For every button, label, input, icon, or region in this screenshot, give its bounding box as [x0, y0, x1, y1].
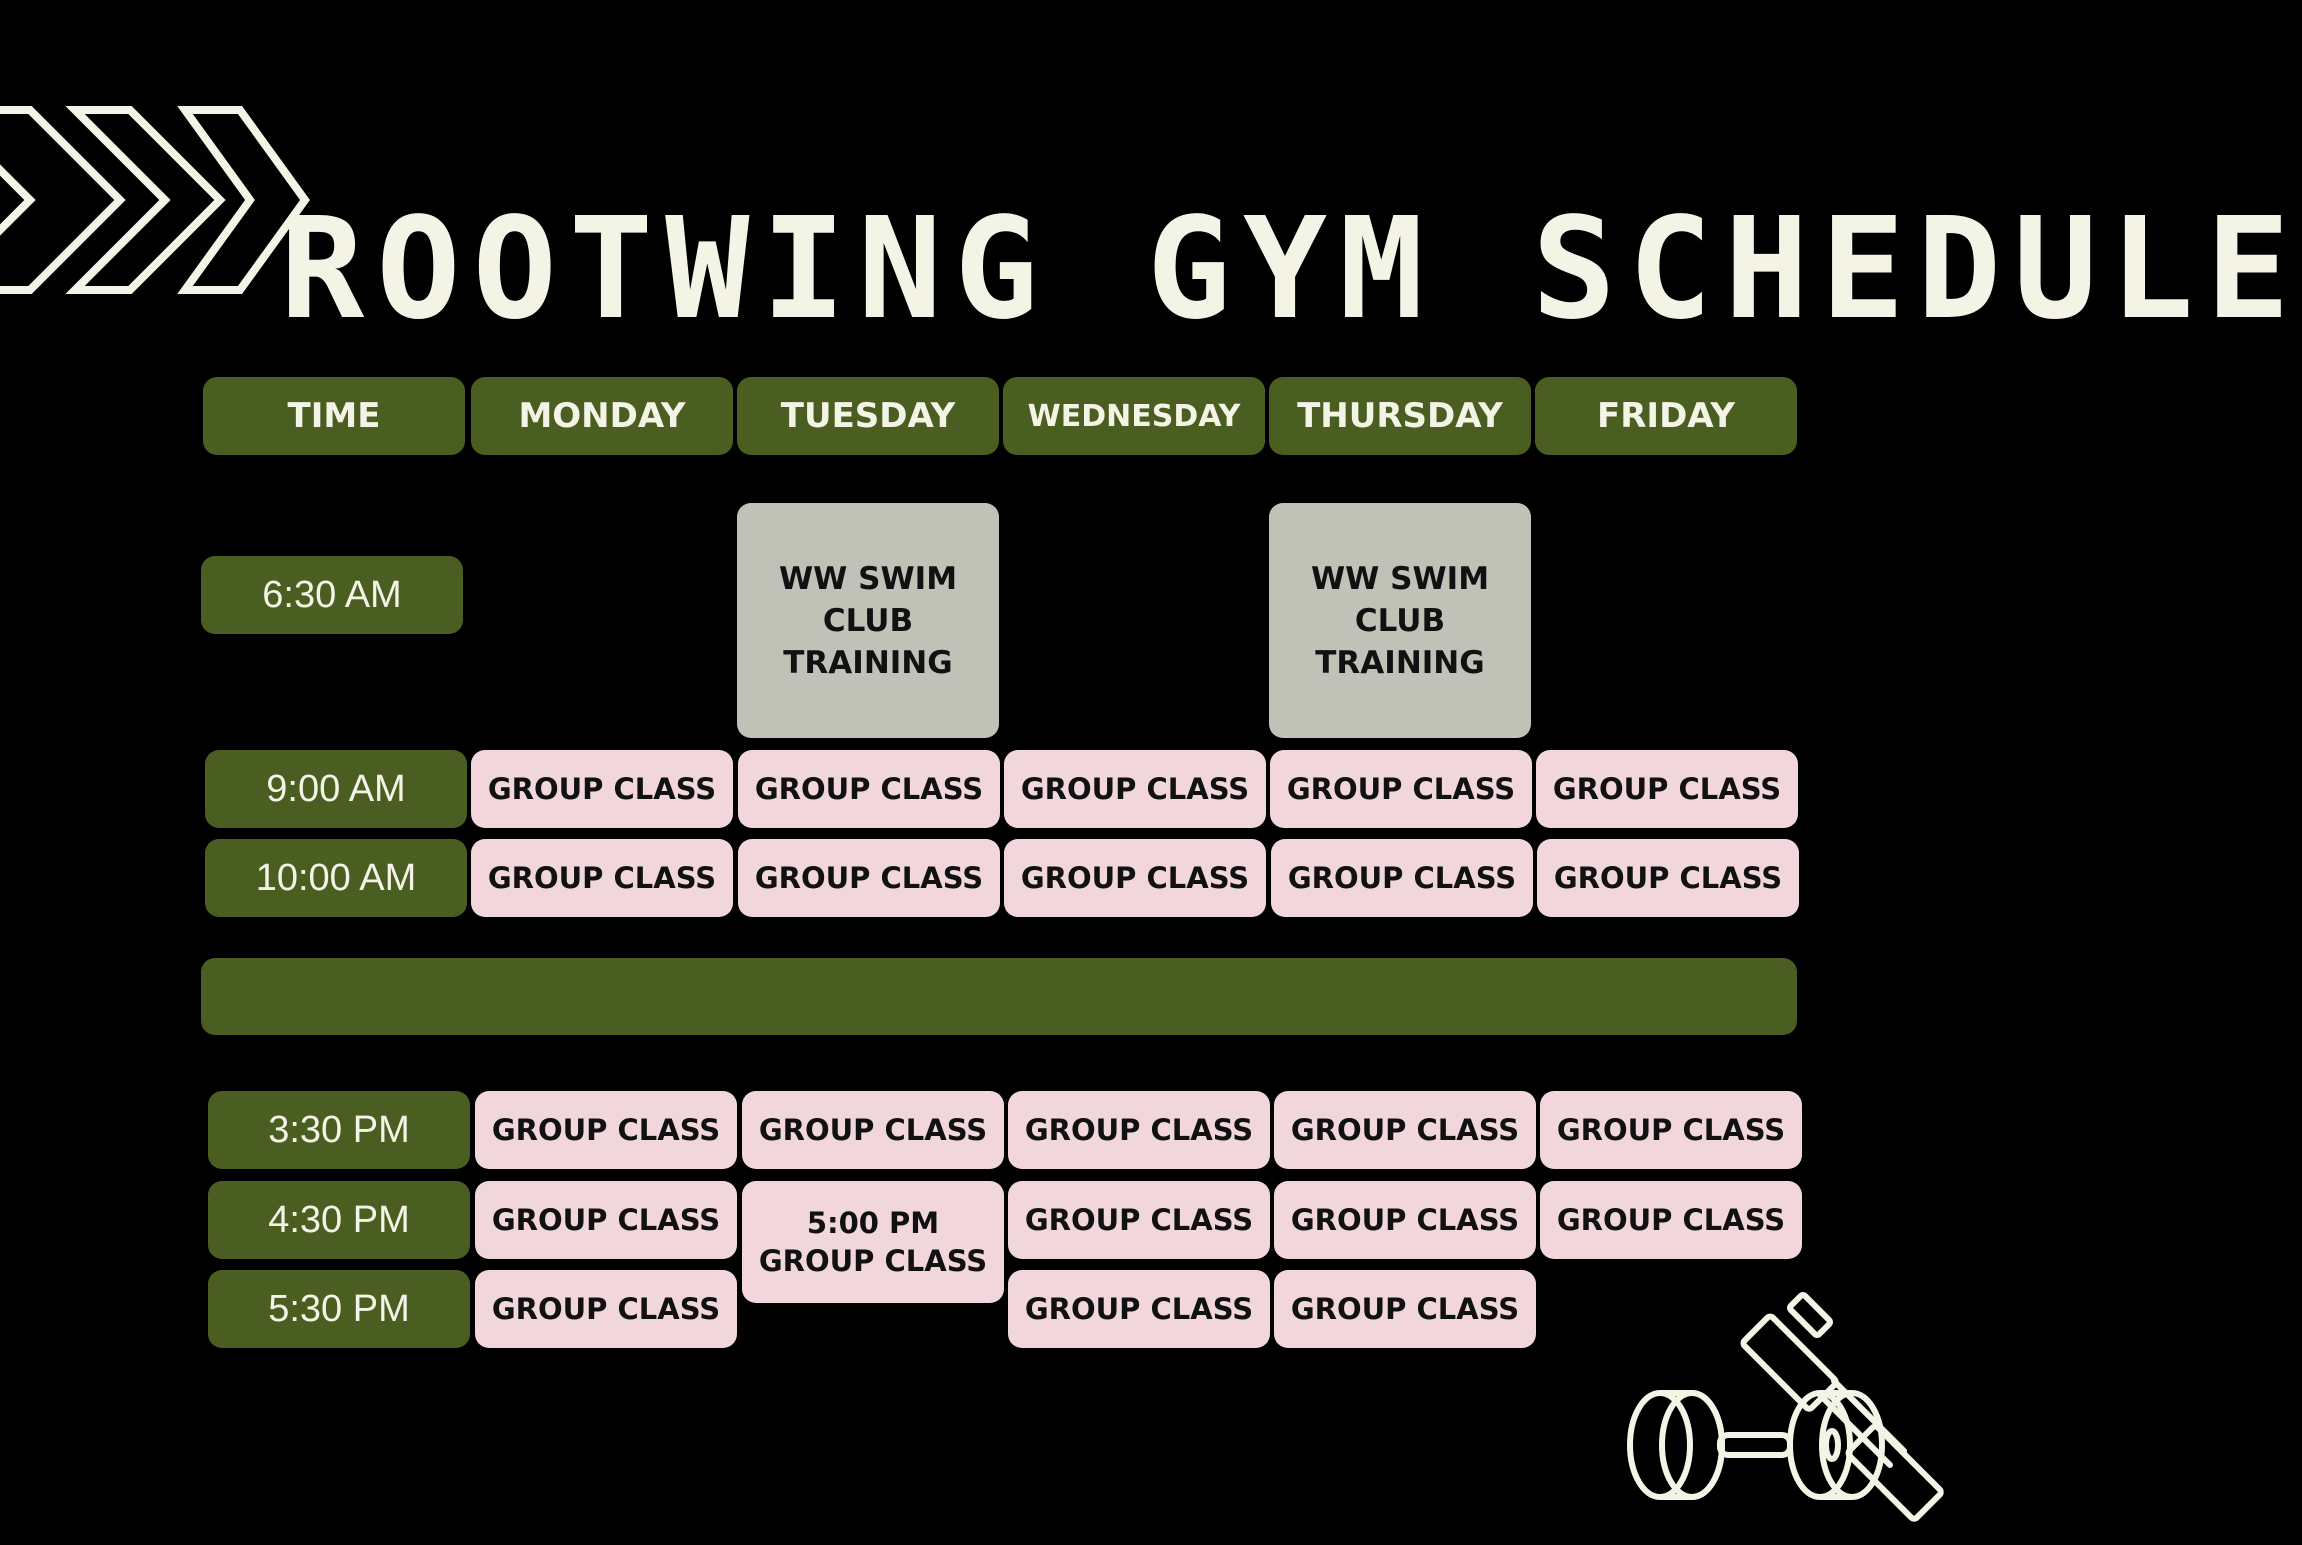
class-0900-wednesday: GROUP CLASS	[1004, 750, 1266, 828]
header-wednesday: WEDNESDAY	[1003, 377, 1265, 455]
page-title: ROOTWING GYM SCHEDULE	[280, 188, 2302, 351]
class-1000-wednesday: GROUP CLASS	[1004, 839, 1266, 917]
class-time: 5:00 PM	[806, 1206, 940, 1240]
header-time: TIME	[203, 377, 465, 455]
class-1530-thursday: GROUP CLASS	[1274, 1091, 1536, 1169]
class-1000-tuesday: GROUP CLASS	[738, 839, 1000, 917]
class-1630-wednesday: GROUP CLASS	[1008, 1181, 1270, 1259]
swim-line-1: WW SWIM	[778, 560, 958, 597]
time-label-0900: 9:00 AM	[205, 750, 467, 828]
swim-line-2: CLUB	[822, 602, 914, 639]
swim-line-3: TRAINING	[1315, 644, 1485, 681]
class-label: GROUP CLASS	[758, 1244, 988, 1278]
header-monday: MONDAY	[471, 377, 733, 455]
class-1530-wednesday: GROUP CLASS	[1008, 1091, 1270, 1169]
class-0900-friday: GROUP CLASS	[1536, 750, 1798, 828]
class-1630-friday: GROUP CLASS	[1540, 1181, 1802, 1259]
divider-bar	[201, 958, 1797, 1035]
class-1730-monday: GROUP CLASS	[475, 1270, 737, 1348]
header-thursday: THURSDAY	[1269, 377, 1531, 455]
header-friday: FRIDAY	[1535, 377, 1797, 455]
class-0900-monday: GROUP CLASS	[471, 750, 733, 828]
class-1530-friday: GROUP CLASS	[1540, 1091, 1802, 1169]
class-0900-thursday: GROUP CLASS	[1270, 750, 1532, 828]
swim-line-1: WW SWIM	[1310, 560, 1490, 597]
class-1530-monday: GROUP CLASS	[475, 1091, 737, 1169]
time-label-1000: 10:00 AM	[205, 839, 467, 917]
time-label-1630: 4:30 PM	[208, 1181, 470, 1259]
class-1630-thursday: GROUP CLASS	[1274, 1181, 1536, 1259]
time-label-0630: 6:30 AM	[201, 556, 463, 634]
class-1730-wednesday: GROUP CLASS	[1008, 1270, 1270, 1348]
class-1000-monday: GROUP CLASS	[471, 839, 733, 917]
dumbbells-icon	[1620, 1285, 1980, 1515]
class-1000-friday: GROUP CLASS	[1537, 839, 1799, 917]
header-tuesday: TUESDAY	[737, 377, 999, 455]
swim-training-thursday	[1269, 503, 1531, 738]
class-1730-thursday: GROUP CLASS	[1274, 1270, 1536, 1348]
swim-line-3: TRAINING	[783, 644, 953, 681]
swim-training-tuesday	[737, 503, 999, 738]
swim-line-2: CLUB	[1354, 602, 1446, 639]
class-1700-tuesday	[742, 1181, 1004, 1303]
class-1530-tuesday: GROUP CLASS	[742, 1091, 1004, 1169]
class-1000-thursday: GROUP CLASS	[1271, 839, 1533, 917]
time-label-1730: 5:30 PM	[208, 1270, 470, 1348]
chevrons-right-icon	[0, 100, 310, 300]
class-1630-monday: GROUP CLASS	[475, 1181, 737, 1259]
class-0900-tuesday: GROUP CLASS	[738, 750, 1000, 828]
time-label-1530: 3:30 PM	[208, 1091, 470, 1169]
